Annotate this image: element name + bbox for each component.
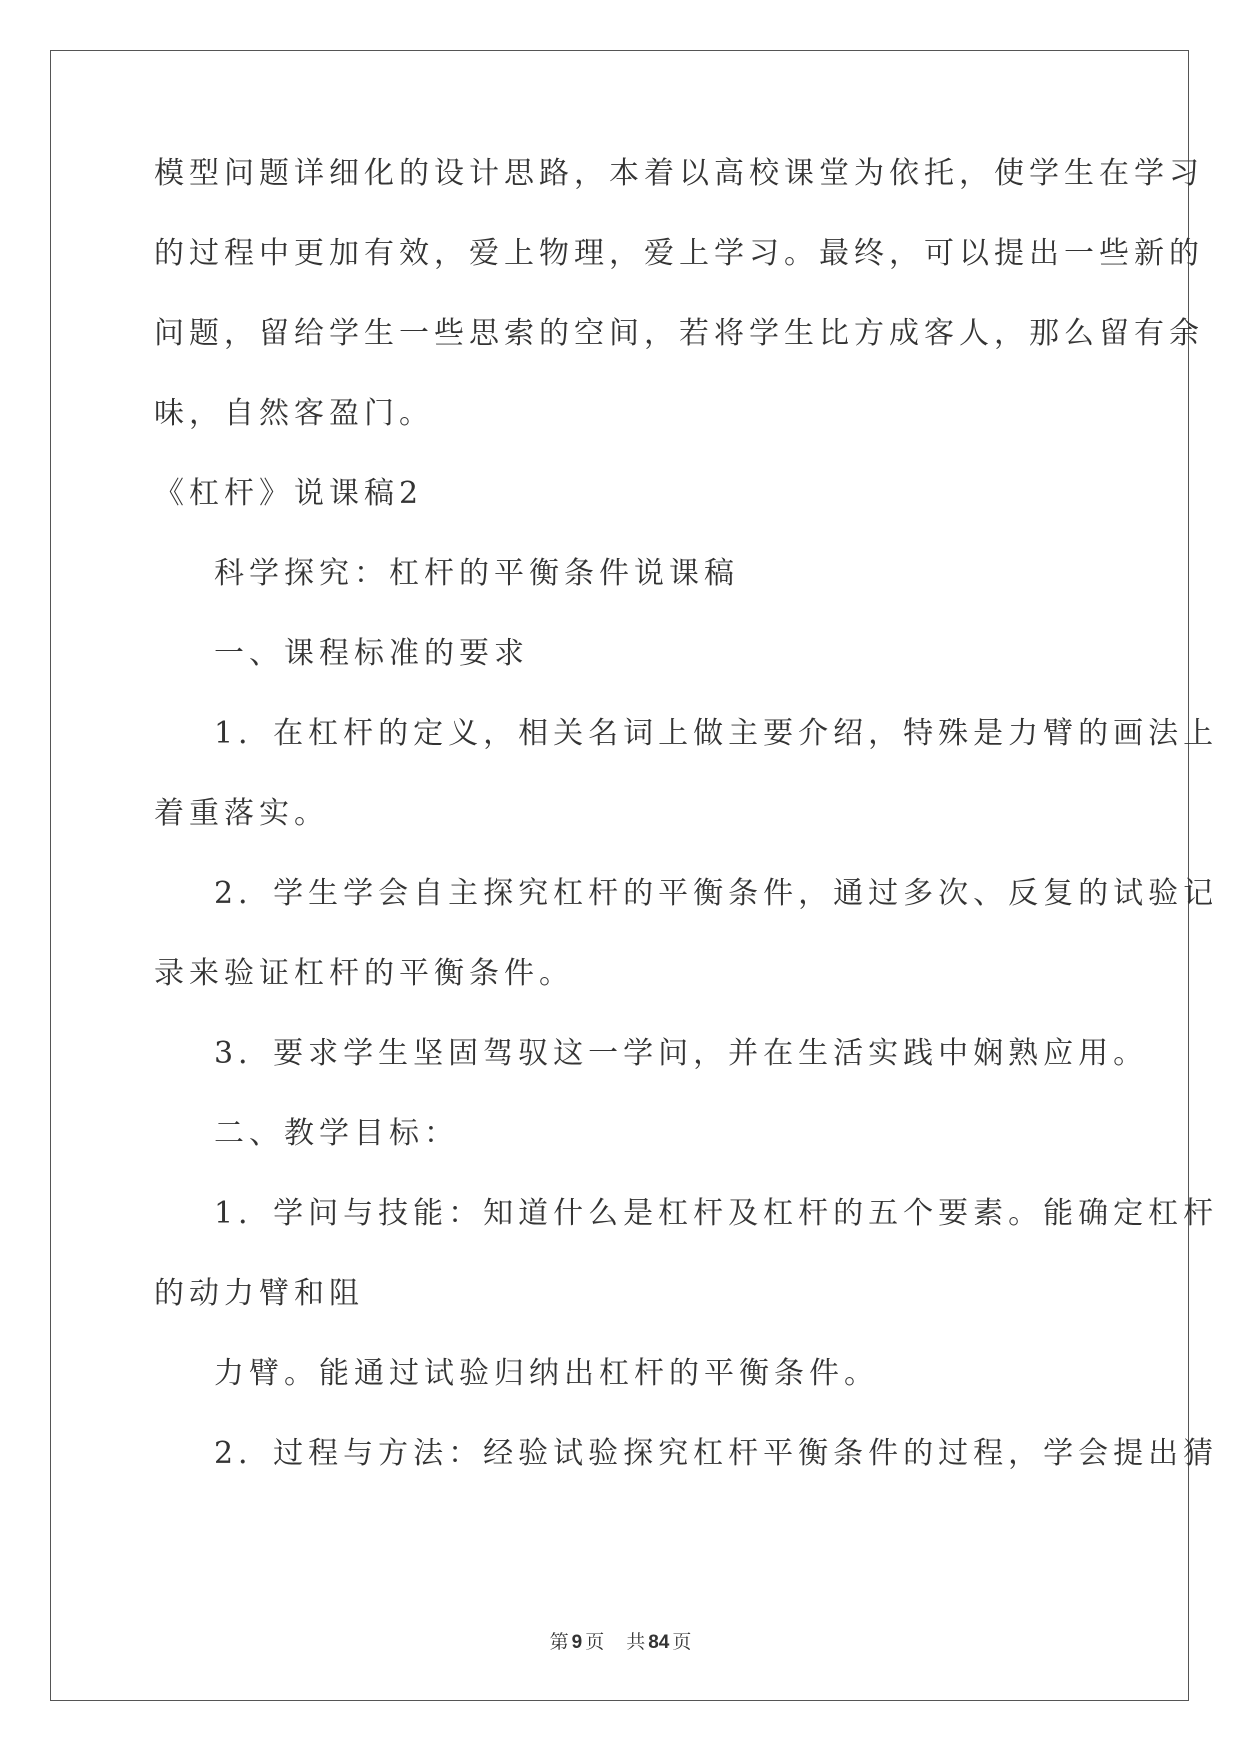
footer-total-suffix: 页 bbox=[672, 1631, 692, 1653]
body-text-line: 问题，留给学生一些思索的空间，若将学生比方成客人，那么留有余 bbox=[154, 316, 1204, 351]
page-footer bbox=[0, 1630, 1241, 1655]
section-heading: 二、教学目标： bbox=[214, 1116, 459, 1151]
list-item: 3．要求学生坚固驾驭这一学问，并在生活实践中娴熟应用。 bbox=[214, 1036, 1149, 1071]
section-heading: 《杠杆》说课稿2 bbox=[154, 476, 424, 511]
footer-total-prefix: 共 bbox=[626, 1631, 646, 1653]
footer-page-suffix: 页 bbox=[585, 1631, 605, 1653]
list-item: 2．学生学会自主探究杠杆的平衡条件，通过多次、反复的试验记 bbox=[214, 876, 1219, 911]
section-heading: 一、课程标准的要求 bbox=[214, 636, 529, 671]
list-item: 2．过程与方法：经验试验探究杠杆平衡条件的过程，学会提出猜 bbox=[214, 1436, 1219, 1471]
footer-page-number: 9 bbox=[571, 1632, 583, 1653]
body-text-line: 味，自然客盈门。 bbox=[154, 396, 434, 431]
body-text-line: 模型问题详细化的设计思路，本着以高校课堂为依托，使学生在学习 bbox=[154, 156, 1204, 191]
body-text-line: 的动力臂和阻 bbox=[154, 1276, 364, 1311]
body-text-line: 力臂。能通过试验归纳出杠杆的平衡条件。 bbox=[214, 1356, 879, 1391]
footer-total-pages: 84 bbox=[648, 1632, 670, 1653]
body-text-line: 着重落实。 bbox=[154, 796, 329, 831]
body-text-line: 的过程中更加有效，爱上物理，爱上学习。最终，可以提出一些新的 bbox=[154, 236, 1204, 271]
footer-page-prefix: 第 bbox=[549, 1631, 569, 1653]
subtitle: 科学探究：杠杆的平衡条件说课稿 bbox=[214, 556, 739, 591]
list-item: 1．学问与技能：知道什么是杠杆及杠杆的五个要素。能确定杠杆 bbox=[214, 1196, 1219, 1231]
body-text-line: 录来验证杠杆的平衡条件。 bbox=[154, 956, 574, 991]
list-item: 1．在杠杆的定义，相关名词上做主要介绍，特殊是力臂的画法上 bbox=[214, 716, 1219, 751]
